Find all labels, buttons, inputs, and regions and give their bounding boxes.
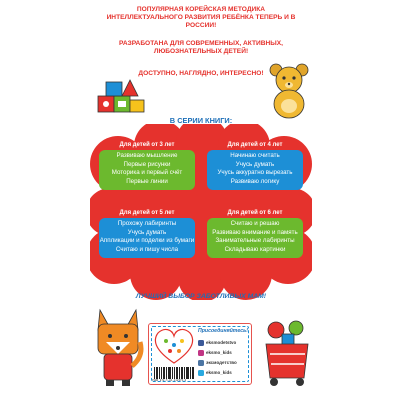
book-title: Развиваю мышление xyxy=(116,152,178,159)
telegram-icon xyxy=(198,370,204,376)
book-title: Развиваю внимание и память xyxy=(212,228,298,236)
social-handle: эксмодетство xyxy=(206,360,237,365)
book-title: Первые рисунки xyxy=(123,160,171,168)
book-title: Складываю картинки xyxy=(224,245,286,253)
book-list-3 xyxy=(99,150,195,190)
book-title: Считаю и решаю xyxy=(230,220,280,227)
teddy-bear-icon xyxy=(268,62,310,120)
facebook-icon xyxy=(198,340,204,346)
age-label-5: Для детей от 5 лет xyxy=(119,210,175,216)
book-title: Первые линии xyxy=(126,177,168,185)
social-link-vk[interactable] xyxy=(198,358,250,367)
book-list-5 xyxy=(99,218,195,258)
barcode-icon xyxy=(152,366,196,380)
book-title: Занимательные лабиринты xyxy=(215,237,295,245)
book-title: Учусь думать xyxy=(127,228,167,236)
age-label-4: Для детей от 4 лет xyxy=(227,142,283,148)
header-line-1: ПОПУЛЯРНАЯ КОРЕЙСКАЯ МЕТОДИКА ИНТЕЛЛЕКТУАЛЬНОГО РАЗВИТИЯ РЕБЁНКА ТЕПЕРЬ И В РОССИИ! xyxy=(106,6,296,30)
social-handle: eksmo_kids xyxy=(206,370,232,375)
header-line-2: РАЗРАБОТАНА ДЛЯ СОВРЕМЕННЫХ, АКТИВНЫХ, ЛЮБОЗНАТЕЛЬНЫХ ДЕТЕЙ! xyxy=(119,40,283,56)
promo-title: Присоединяйтесь! xyxy=(198,328,248,334)
social-link-instagram[interactable] xyxy=(198,348,250,357)
book-title: Считаю и пишу числа xyxy=(115,245,179,253)
toy-blocks-icon xyxy=(96,72,148,114)
header-line-3: ДОСТУПНО, НАГЛЯДНО, ИНТЕРЕСНО! xyxy=(138,70,264,77)
slogan: ЛУЧШИЙ ВЫБОР ЗАБОТЛИВЫХ МАМ! xyxy=(135,293,267,300)
instagram-icon xyxy=(198,350,204,356)
book-title: Развиваю логику xyxy=(230,177,280,185)
book-title: Учусь аккуратно вырезать xyxy=(217,169,293,177)
social-link-facebook[interactable] xyxy=(198,338,250,347)
promo-card xyxy=(148,323,252,385)
book-list-6 xyxy=(207,218,303,258)
age-label-6: Для детей от 6 лет xyxy=(227,210,283,216)
book-title: Начинаю считать xyxy=(230,152,280,159)
heart-icon xyxy=(152,327,196,365)
age-label-3: Для детей от 3 лет xyxy=(119,142,175,148)
book-back-cover xyxy=(90,0,312,400)
social-link-telegram[interactable] xyxy=(198,368,250,377)
book-title: Моторика и первый счёт xyxy=(111,169,183,177)
isbn-number: ISBN 978-5-04-112376-6 xyxy=(152,379,187,382)
toy-basket-icon xyxy=(262,318,312,388)
social-handle: eksmodetstvo xyxy=(206,340,237,345)
fox-icon xyxy=(92,306,144,388)
vk-icon xyxy=(198,360,204,366)
book-title: Учусь думать xyxy=(235,160,275,168)
social-handle: eksmo_kids xyxy=(206,350,232,355)
series-title: В СЕРИИ КНИГИ: xyxy=(169,116,233,125)
book-title: Аппликации и поделки из бумаги xyxy=(99,237,195,245)
book-list-4 xyxy=(207,150,303,190)
book-title: Прохожу лабиринты xyxy=(117,220,177,227)
